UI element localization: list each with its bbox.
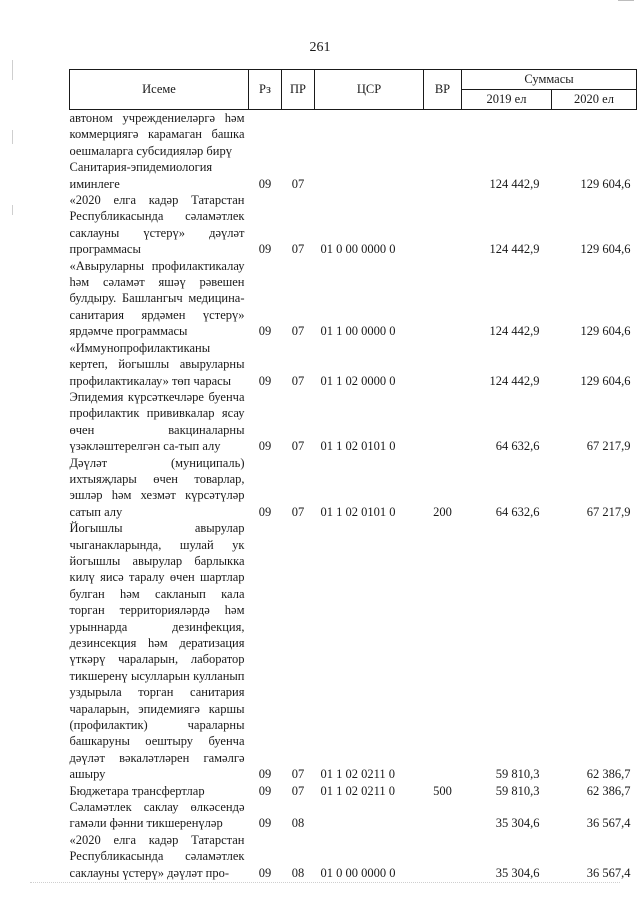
cell-2019: 64 632,6 [495, 504, 540, 519]
cell-2020: 129 604,6 [580, 324, 631, 339]
cell-vr: 200 [433, 504, 452, 519]
cell-vr [424, 799, 462, 832]
cell-csr: 01 1 02 0101 0 [320, 439, 396, 454]
cell-name: «2020 елга кадәр Татарстан Республикасында сәламәтлек саклауны үстерү» дәүләт программасы [69, 193, 245, 257]
cell-name: Бюджетара трансфертлар [69, 783, 205, 798]
cell-name: Эпидемия күрсәткечләре буенча профилактик прививкалар ясау өчен вакциналарны үзәкләштерелгән са-тып алу [69, 389, 245, 454]
page-number: 261 [309, 40, 331, 55]
cell-rz: 09 [258, 816, 272, 831]
cell-csr [315, 110, 424, 160]
table-row [70, 110, 637, 160]
table-row [70, 159, 637, 192]
cell-pr: 08 [291, 865, 305, 880]
cell-2019: 124 442,9 [489, 324, 540, 339]
cell-name: Санитария-эпидемиология иминлеге [69, 160, 213, 191]
cell-csr: 01 1 00 0000 0 [320, 324, 396, 339]
table-row [70, 832, 637, 881]
table-row [70, 455, 637, 521]
cell-2020: 36 567,4 [586, 865, 631, 880]
cell-rz: 09 [258, 242, 272, 257]
cell-2020: 67 217,9 [586, 504, 631, 519]
header-pr: ПР [282, 70, 315, 110]
header-name: Исеме [70, 70, 249, 110]
cell-2019: 124 442,9 [489, 373, 540, 388]
cell-2020: 62 386,7 [586, 783, 631, 798]
header-sums: Суммасы [462, 70, 637, 90]
cell-rz: 09 [258, 324, 272, 339]
cell-csr: 01 0 00 0000 0 [320, 242, 396, 257]
table-body [70, 110, 637, 882]
cell-2020: 36 567,4 [586, 816, 631, 831]
cell-vr [424, 159, 462, 192]
table-row [70, 799, 637, 832]
scan-mark [618, 0, 634, 1]
cell-rz: 09 [258, 176, 272, 191]
cell-csr: 01 1 02 0211 0 [320, 767, 396, 782]
cell-name: «Иммунопрофилактиканы кертеп, йогышлы авыруларны профилактикалау» төп чарасы [69, 340, 245, 388]
cell-pr: 07 [291, 176, 305, 191]
header-2019: 2019 ел [462, 90, 552, 110]
cell-pr: 07 [291, 324, 305, 339]
cell-vr [424, 520, 462, 783]
cell-rz: 09 [258, 373, 272, 388]
cell-rz: 09 [258, 767, 272, 782]
table-row [70, 520, 637, 783]
cell-csr: 01 1 02 0211 0 [320, 783, 396, 798]
table-row [70, 783, 637, 799]
cell-pr: 07 [291, 373, 305, 388]
cell-2020: 67 217,9 [586, 439, 631, 454]
cell-2019: 124 442,9 [489, 242, 540, 257]
cell-name: «2020 елга кадәр Татарстан Республикасында сәламәтлек саклауны үстерү» дәүләт про- [69, 832, 245, 880]
cell-name: «Авыруларны профилактикалау һәм сәламәт яшәү рәвешен булдыру. Башлангыч медицина-санитария ярдәмен үстерү» ярдәмче программасы [69, 258, 245, 339]
header-2020: 2020 ел [552, 90, 637, 110]
cell-rz [249, 110, 282, 160]
scan-mark [12, 130, 13, 144]
cell-csr: 01 1 02 0000 0 [320, 373, 396, 388]
table-row [70, 340, 637, 389]
cell-pr: 07 [291, 504, 305, 519]
cell-2019: 124 442,9 [489, 176, 540, 191]
budget-table [69, 69, 637, 881]
cell-vr: 500 [433, 783, 452, 798]
header-csr: ЦСР [315, 70, 424, 110]
cell-vr [424, 192, 462, 258]
cell-name: автоном учреждениеләргә һәм коммерциягә карамаган башка оешмаларга субсидияләр бирү [69, 111, 245, 158]
table-row [70, 389, 637, 455]
cell-pr: 07 [291, 242, 305, 257]
scan-mark [12, 60, 13, 80]
cell-vr [424, 258, 462, 340]
cell-2020: 129 604,6 [580, 242, 631, 257]
table-row [70, 192, 637, 258]
cell-pr: 07 [291, 783, 305, 798]
cell-name: Йогышлы авырулар чыганакларында, шулай ук йогышлы авырулар барлыкка килү яисә таралу өчен шартлар булган һәм сакланып кала торган территорияләрдә һәм урыннарда дезинфекция, дезинсекция һәм дератизация үткәрү чараларын, лаборатор тикшеренү ысулларын кулланып уздырыла торган санитария чараларын, эпидемиягә каршы (профилактик) чараларны башкаруны оештыру буенча дәүләт вәкаләтләрен гамәлгә ашыру [69, 521, 245, 782]
cell-csr: 01 0 00 0000 0 [320, 865, 396, 880]
cell-2019: 59 810,3 [495, 783, 540, 798]
header-rz: Рз [249, 70, 282, 110]
cell-name: Сәламәтлек саклау өлкәсендә гамәли фәнни тикшеренүләр [69, 800, 245, 831]
cell-pr [282, 110, 315, 160]
cell-2019: 35 304,6 [495, 865, 540, 880]
table-row [70, 258, 637, 340]
cell-2020: 129 604,6 [580, 176, 631, 191]
cell-vr [424, 389, 462, 455]
header-vr: ВР [424, 70, 462, 110]
cell-2019 [462, 110, 552, 160]
cell-vr [424, 832, 462, 881]
cell-2019: 35 304,6 [495, 816, 540, 831]
cell-2019: 64 632,6 [495, 439, 540, 454]
cell-rz: 09 [258, 439, 272, 454]
cell-2020: 62 386,7 [586, 767, 631, 782]
cell-2020 [552, 110, 637, 160]
scan-mark [12, 205, 13, 215]
scan-edge [30, 882, 620, 883]
cell-csr: 01 1 02 0101 0 [320, 504, 396, 519]
cell-csr [315, 799, 424, 832]
cell-pr: 08 [291, 816, 305, 831]
cell-pr: 07 [291, 767, 305, 782]
cell-pr: 07 [291, 439, 305, 454]
cell-rz: 09 [258, 504, 272, 519]
cell-rz: 09 [258, 783, 272, 798]
cell-name: Дәүләт (муниципаль) ихтыяҗлары өчен товарлар, эшләр һәм хезмәт күрсәтүләр сатып алу [69, 455, 245, 519]
cell-vr [424, 340, 462, 389]
cell-2019: 59 810,3 [495, 767, 540, 782]
cell-2020: 129 604,6 [580, 373, 631, 388]
cell-vr [424, 110, 462, 160]
cell-rz: 09 [258, 865, 272, 880]
cell-csr [315, 159, 424, 192]
